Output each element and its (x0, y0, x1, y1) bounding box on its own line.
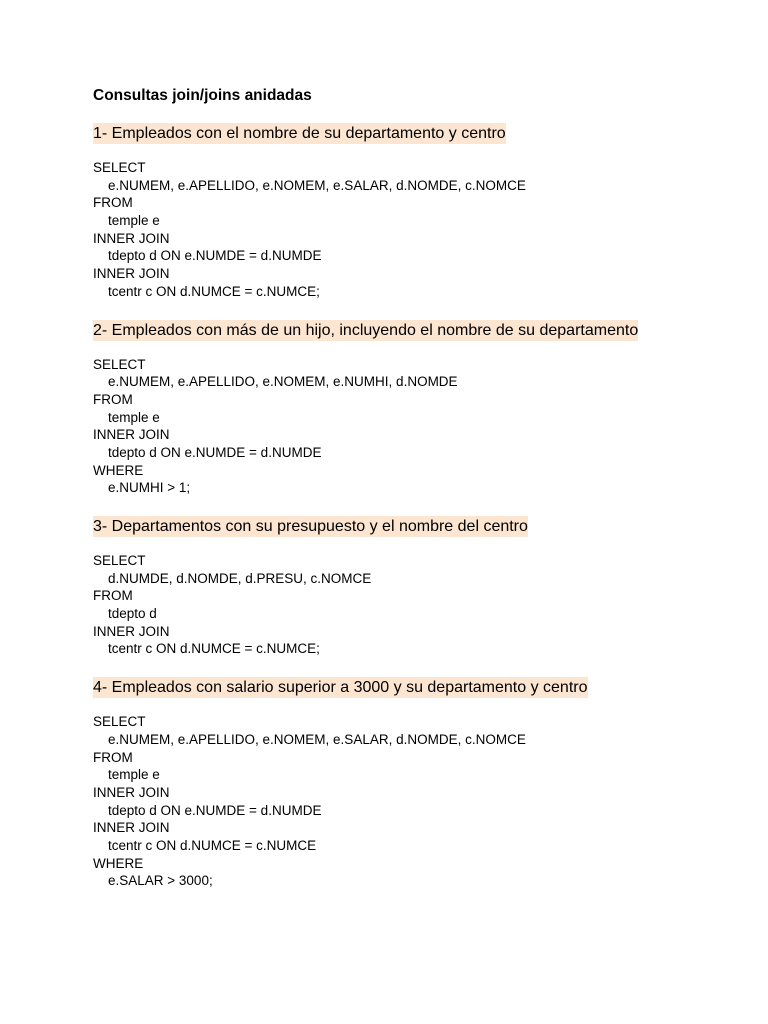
section-heading: 3- Departamentos con su presupuesto y el nombre del centro (93, 518, 528, 535)
sql-line: INNER JOIN (93, 820, 170, 836)
sql-line: d.NUMDE, d.NOMDE, d.PRESU, c.NOMCE (108, 570, 372, 586)
sql-line: FROM (93, 391, 133, 407)
sql-line: tcentr c ON d.NUMCE = c.NUMCE; (108, 641, 320, 657)
sql-line: tdepto d ON e.NUMDE = d.NUMDE (108, 248, 322, 264)
sql-code-block (93, 552, 733, 658)
query-section (93, 516, 733, 658)
sql-line: SELECT (93, 553, 146, 568)
query-section (93, 320, 733, 498)
sql-line: tcentr c ON d.NUMCE = c.NUMCE; (108, 283, 320, 299)
sql-line: tdepto d ON e.NUMDE = d.NUMDE (108, 444, 322, 460)
sql-line: tcentr c ON d.NUMCE = c.NUMCE (108, 837, 317, 853)
document-title: Consultas join/joins anidadas (93, 87, 312, 104)
sql-line: SELECT (93, 356, 146, 372)
section-heading: 2- Empleados con más de un hijo, incluyendo el nombre de su departamento (93, 321, 639, 339)
sql-line: WHERE (93, 855, 144, 871)
sql-line: WHERE (93, 462, 144, 478)
sql-line: INNER JOIN (93, 623, 170, 639)
sections-container (93, 123, 733, 890)
sql-code-block (93, 713, 733, 890)
query-section (93, 123, 733, 301)
sql-line: INNER JOIN (93, 784, 170, 800)
query-section (93, 677, 733, 890)
sql-line: e.NUMEM, e.APELLIDO, e.NOMEM, e.NUMHI, d.NOMDE (108, 374, 458, 390)
sql-line: tdepto d ON e.NUMDE = d.NUMDE (108, 802, 322, 818)
sql-code-block (93, 356, 733, 498)
sql-line: INNER JOIN (93, 230, 170, 246)
sql-line: FROM (93, 195, 133, 211)
sql-line: INNER JOIN (93, 266, 170, 282)
sql-line: FROM (93, 749, 133, 765)
sql-line: FROM (93, 588, 133, 604)
sql-line: INNER JOIN (93, 427, 170, 443)
sql-line: e.NUMEM, e.APELLIDO, e.NOMEM, e.SALAR, d.NOMDE, c.NOMCE (108, 731, 526, 747)
sql-line: temple e (108, 767, 160, 783)
sql-line: e.NUMHI > 1; (108, 480, 191, 496)
section-heading: 1- Empleados con el nombre de su departamento y centro (93, 125, 506, 142)
sql-code-block (93, 159, 733, 301)
document-page (93, 86, 733, 909)
sql-line: temple e (108, 213, 160, 229)
sql-line: tdepto d (108, 606, 157, 622)
sql-line: temple e (108, 409, 160, 425)
sql-line: SELECT (93, 714, 146, 730)
sql-line: e.NUMEM, e.APELLIDO, e.NOMEM, e.SALAR, d.NOMDE, c.NOMCE (108, 177, 526, 193)
sql-line: e.SALAR > 3000; (108, 873, 213, 889)
section-heading: 4- Empleados con salario superior a 3000 y su departamento y centro (93, 679, 588, 697)
sql-line: SELECT (93, 160, 146, 175)
